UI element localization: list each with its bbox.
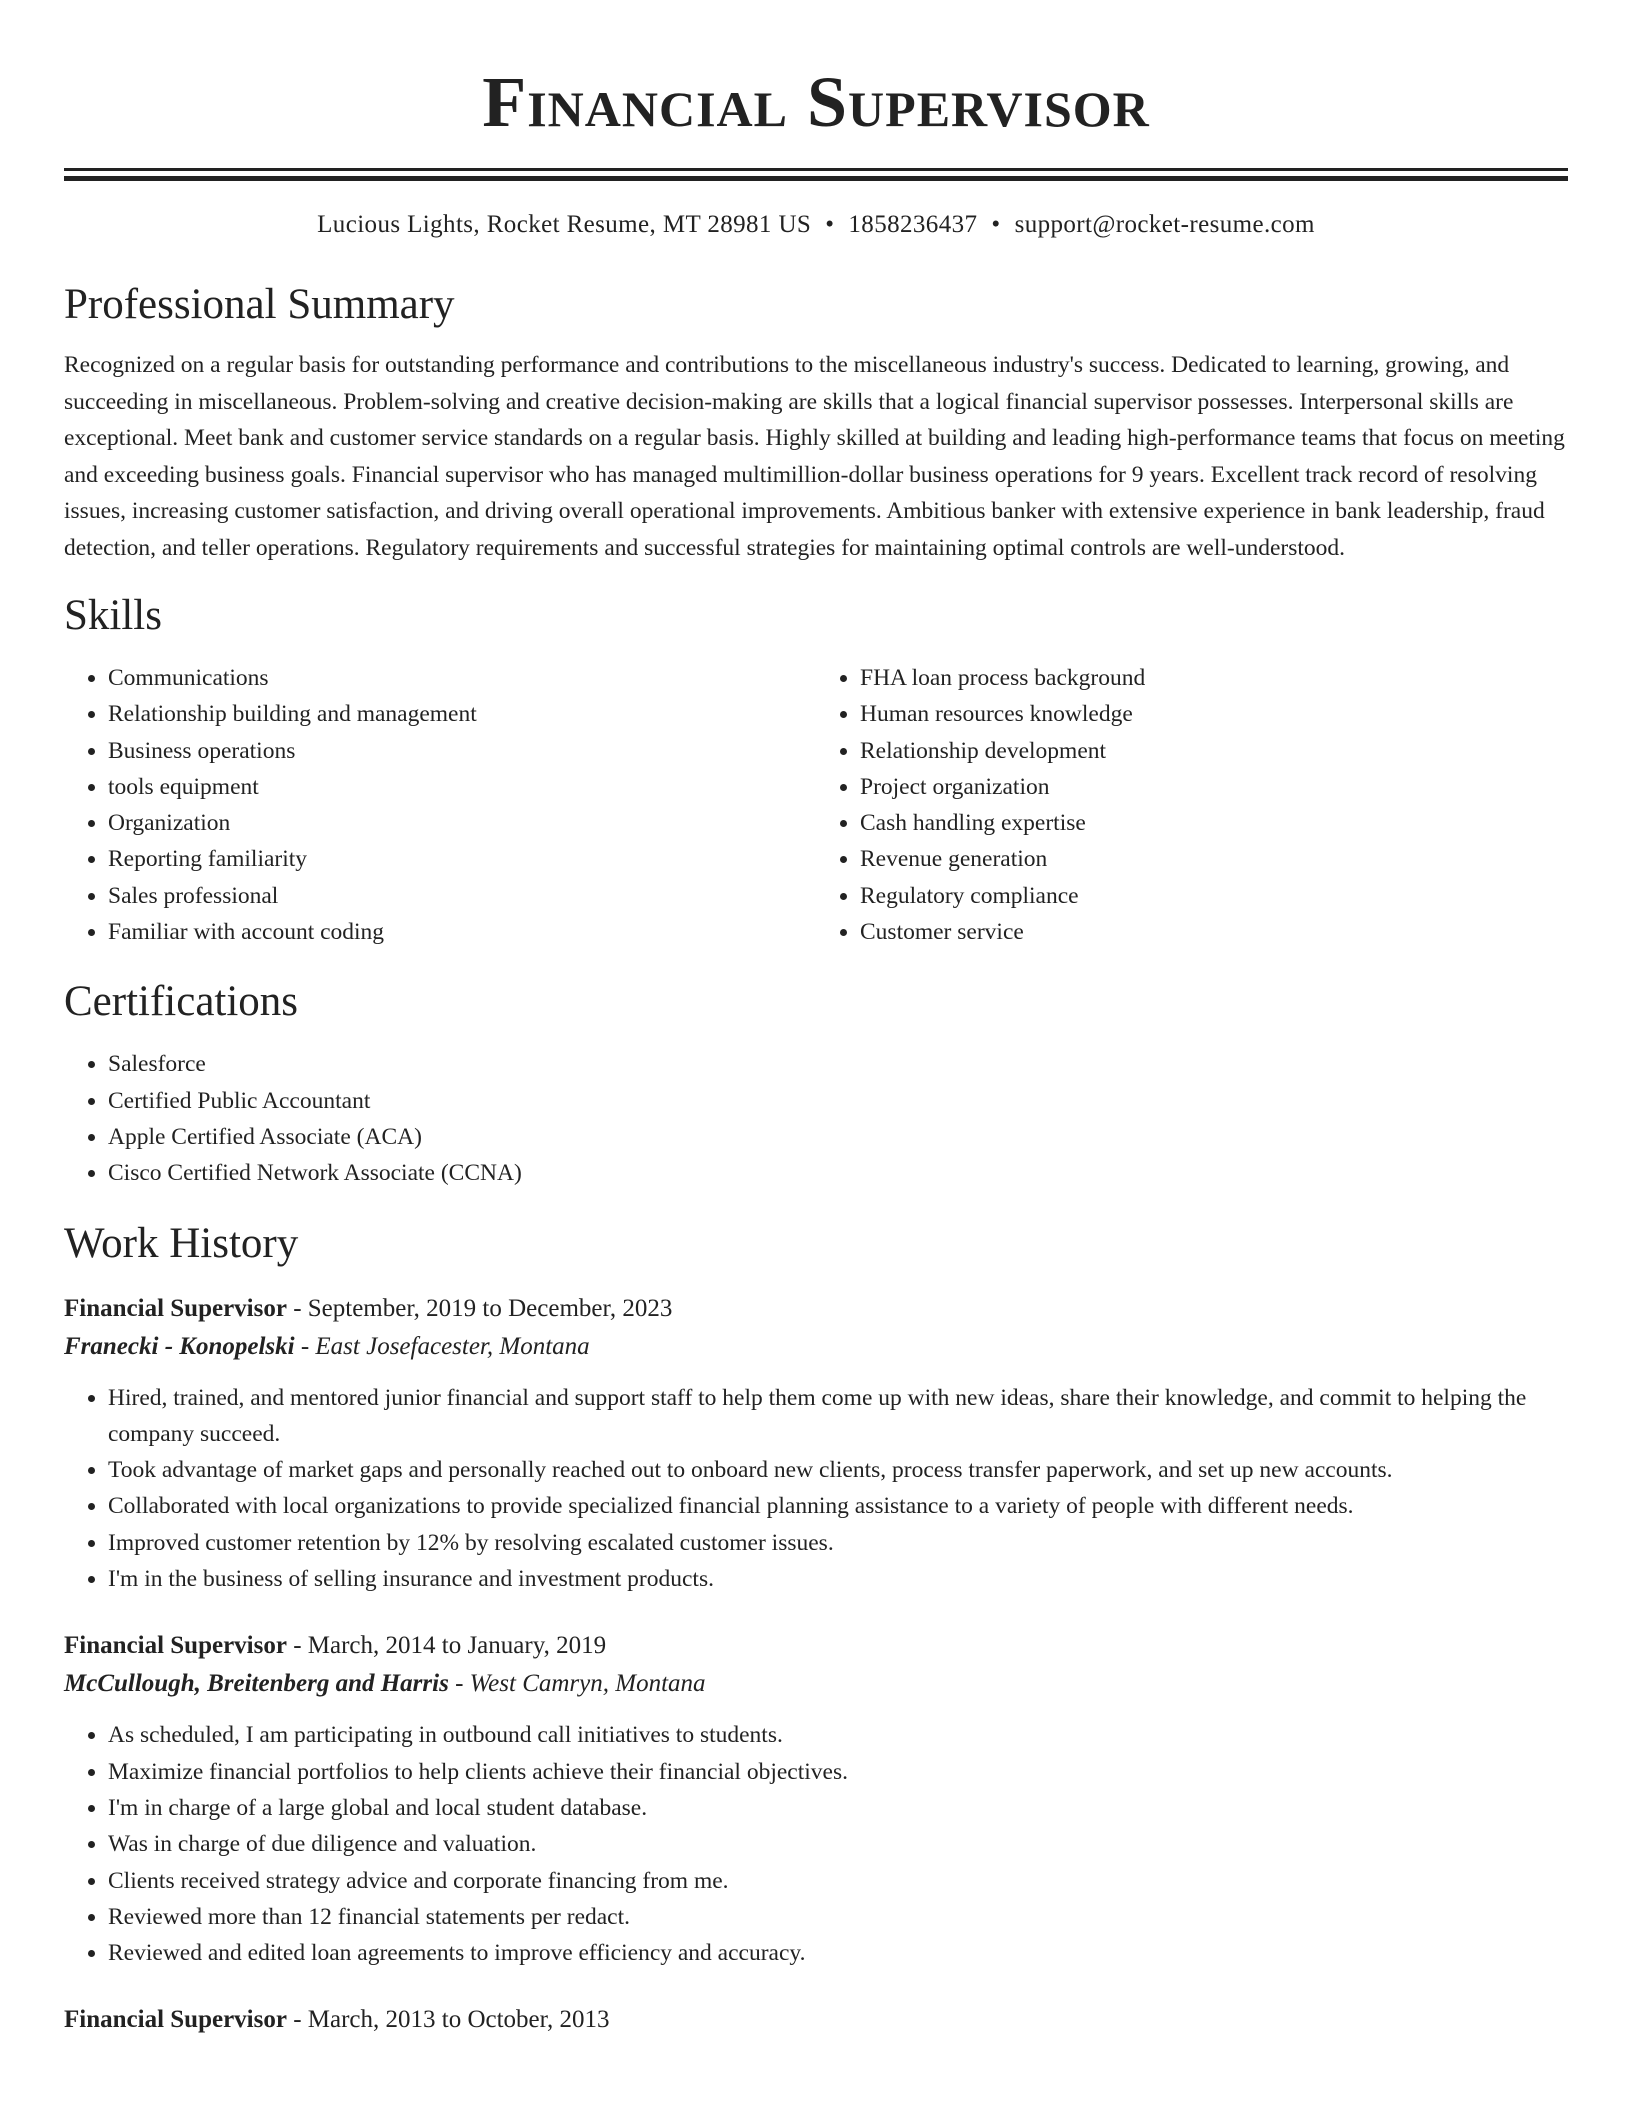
job-dash: - <box>286 2006 308 2034</box>
job-dash: - <box>286 1632 308 1660</box>
skills-heading: Skills <box>64 592 162 639</box>
certification-item: • Salesforce <box>108 1046 1568 1082</box>
job-bullet: • Reviewed and edited loan agreements to improve efficiency and accuracy. <box>108 1935 1568 1971</box>
job-company: McCullough, Breitenberg and Harris <box>64 1670 449 1698</box>
job-bullet: • Maximize financial portfolios to help clients achieve their financial objectives. <box>108 1754 1568 1790</box>
skill-item: • Relationship building and management <box>108 696 816 732</box>
job-bullet: • Improved customer retention by 12% by resolving escalated customer issues. <box>108 1525 1568 1561</box>
job-bullet: • Hired, trained, and mentored junior financial and support staff to help them come up with new ideas, share their knowledge, and commit to helping the company succeed. <box>108 1380 1568 1453</box>
job-title-line <box>64 1627 1568 1665</box>
job-bullet: • Took advantage of market gaps and personally reached out to onboard new clients, process transfer paperwork, and set up new accounts. <box>108 1452 1568 1488</box>
contact-phone: 1858236437 <box>848 211 978 238</box>
skill-item: • tools equipment <box>108 769 816 805</box>
job-location: West Camryn, Montana <box>469 1670 706 1698</box>
skill-item: • Relationship development <box>860 733 1568 769</box>
skill-item: • Sales professional <box>108 878 816 914</box>
certifications-list <box>64 1046 1568 1191</box>
job-company-line <box>64 1328 1568 1366</box>
job-bullet: • Was in charge of due diligence and valuation. <box>108 1826 1568 1862</box>
skill-item: • Revenue generation <box>860 841 1568 877</box>
certification-item: • Certified Public Accountant <box>108 1083 1568 1119</box>
job-bullet: • As scheduled, I am participating in outbound call initiatives to students. <box>108 1717 1568 1753</box>
contact-line <box>64 207 1568 243</box>
skill-item: • Communications <box>108 660 816 696</box>
job-title: Financial Supervisor <box>64 1294 287 1322</box>
certifications-heading: Certifications <box>64 978 299 1026</box>
certification-item: • Apple Certified Associate (ACA) <box>108 1119 1568 1155</box>
skills-columns <box>64 660 1568 950</box>
job-dash: - <box>286 1294 308 1322</box>
skill-item: • Reporting familiarity <box>108 841 816 877</box>
job-title: Financial Supervisor <box>64 1632 287 1660</box>
contact-address: Lucious Lights, Rocket Resume, MT 28981 US <box>317 211 812 238</box>
job-dash: - <box>294 1332 316 1360</box>
skill-item: • Regulatory compliance <box>860 878 1568 914</box>
job-bullets <box>64 1717 1568 1971</box>
skill-item: • Cash handling expertise <box>860 805 1568 841</box>
contact-email: support@rocket-resume.com <box>1014 211 1315 238</box>
job-bullet: • I'm in charge of a large global and local student database. <box>108 1790 1568 1826</box>
job-bullets <box>64 1380 1568 1598</box>
job-bullet: • I'm in the business of selling insurance and investment products. <box>108 1561 1568 1597</box>
job-company: Franecki - Konopelski <box>64 1332 295 1360</box>
job-title-line <box>64 2001 1568 2039</box>
title-rule-top <box>64 168 1568 171</box>
skill-item: • Project organization <box>860 769 1568 805</box>
job-dash: - <box>448 1670 470 1698</box>
job-bullet: • Collaborated with local organizations to provide specialized financial planning assistance to a variety of people with different needs. <box>108 1488 1568 1524</box>
job-bullet: • Clients received strategy advice and corporate financing from me. <box>108 1863 1568 1899</box>
skills-left-list <box>64 660 816 950</box>
resume-page <box>64 0 1568 2039</box>
contact-separator: • <box>991 211 1001 238</box>
job-dates: March, 2013 to October, 2013 <box>307 2006 610 2034</box>
summary-text: Recognized on a regular basis for outstanding performance and contributions to the miscellaneous industry's success. Dedicated to learning, growing, and succeeding in miscellaneous. Problem-solving and creative decision-making are skills that a logical financial supervisor possesses. Interpersonal skills are exceptional. Meet bank and customer service standards on a regular basis. Highly skilled at building and leading high-performance teams that focus on meeting and exceeding business goals. Financial supervisor who has managed multimillion-dollar business operations for 9 years. Excellent track record of resolving issues, increasing customer satisfaction, and driving overall operational improvements. Ambitious banker with extensive experience in bank leadership, fraud detection, and teller operations. Regulatory requirements and successful strategies for maintaining optimal controls are well-understood. <box>64 352 1565 561</box>
job-title: Financial Supervisor <box>64 2006 287 2034</box>
certification-item: • Cisco Certified Network Associate (CCNA) <box>108 1155 1568 1191</box>
job-company-line <box>64 1665 1568 1703</box>
skill-item: • Familiar with account coding <box>108 914 816 950</box>
skill-item: • Business operations <box>108 733 816 769</box>
contact-separator: • <box>825 211 835 238</box>
job-dates: September, 2019 to December, 2023 <box>307 1294 673 1322</box>
job-title-line <box>64 1290 1568 1328</box>
work-history-heading: Work History <box>64 1219 299 1267</box>
skill-item: • Organization <box>108 805 816 841</box>
skill-item: • FHA loan process background <box>860 660 1568 696</box>
job-dates: March, 2014 to January, 2019 <box>307 1632 607 1660</box>
title-rule-bottom <box>64 176 1568 181</box>
skill-item: • Human resources knowledge <box>860 696 1568 732</box>
skills-right-list <box>816 660 1568 950</box>
resume-title: Financial Supervisor <box>482 62 1150 142</box>
job-location: East Josefacester, Montana <box>315 1332 590 1360</box>
skill-item: • Customer service <box>860 914 1568 950</box>
job-bullet: • Reviewed more than 12 financial statements per redact. <box>108 1899 1568 1935</box>
summary-heading: Professional Summary <box>64 281 455 328</box>
